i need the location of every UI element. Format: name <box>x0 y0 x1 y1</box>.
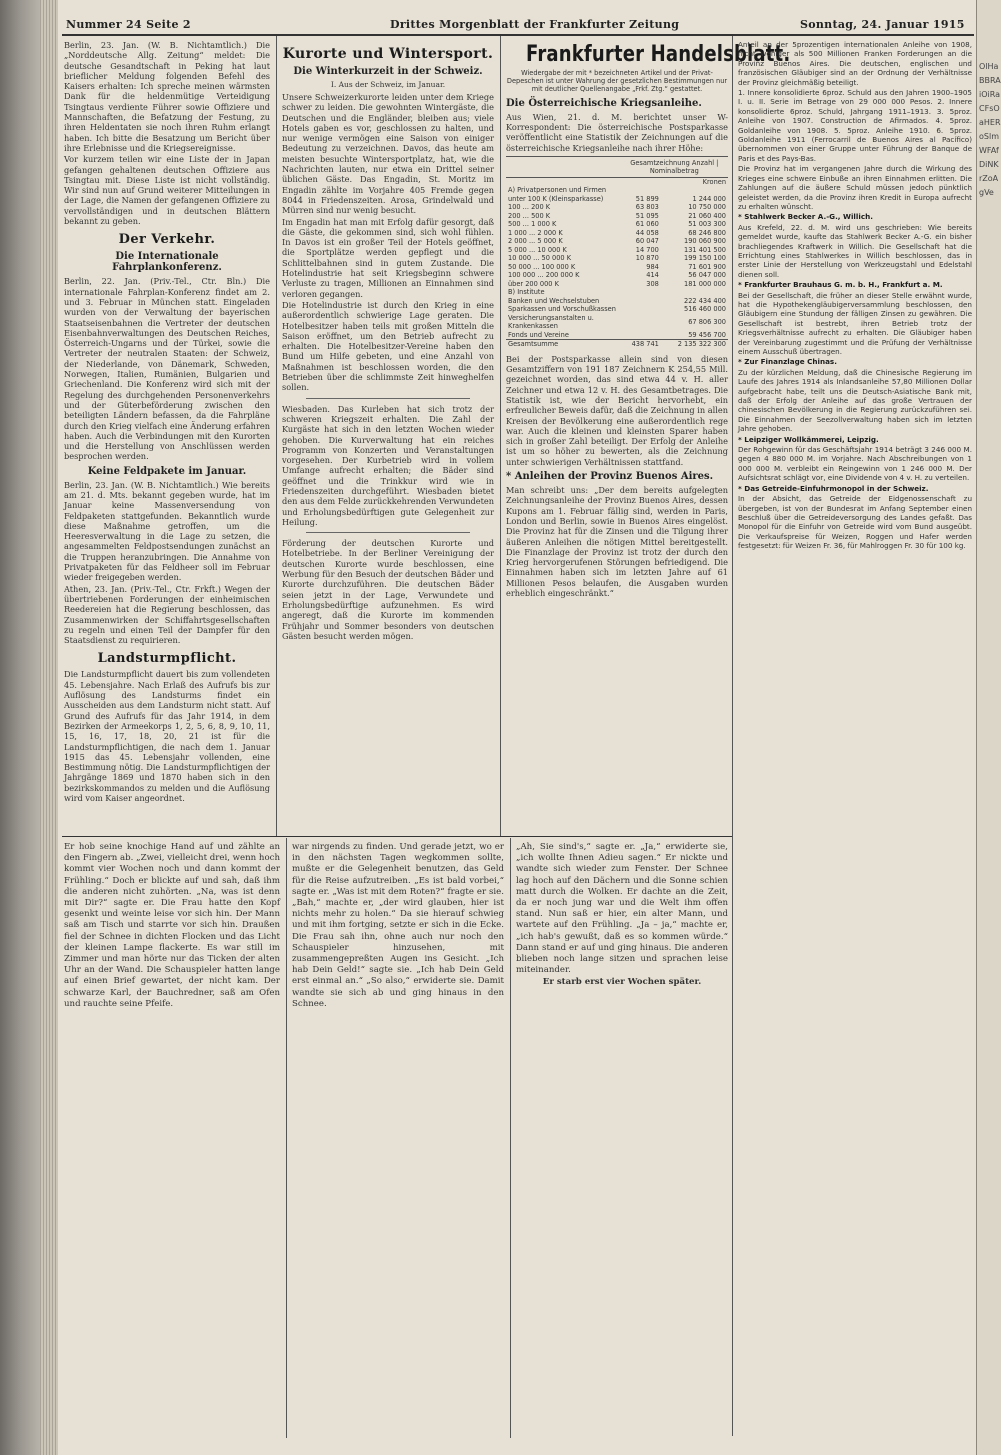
column-rule <box>286 838 287 1438</box>
article-paragraph: Der Rohgewinn für das Geschäftsjahr 1914 beträgt 3 246 000 M. gegen 4 880 000 M. im Vorjahre. Nach Abschreibungen von 1 000 000 M. verbleibt ein Reingewinn von 1 246 000 M. Der Aufsichtsrat schlägt vor, eine Dividende von 4 v. H. zu verteilen. <box>738 445 972 483</box>
next-page-edge <box>976 0 1001 1455</box>
table-cell-count: 63 803 <box>635 203 659 212</box>
table-cell-count: 61 060 <box>635 220 659 229</box>
article-paragraph: Unsere Schweizerkurorte leiden unter dem Kriege schwer zu leiden. Die gewohnten Wintergäste, die Deutschen und die Engländer, bleiben aus; viele Hotels gaben es vor, geschlossen zu halten, und nur wenige vermögen eine Saison von einiger Bedeutung zu verzeichnen. Davos, das heute am meisten besuchte Wintersportplatz, hat, wie die Nachrichten lauten, nur etwa ein Drittel seiner üblichen Gäste. Das Engadin, St. Moritz im Engadin zählte im Vorjahre 405 Fremde gegen 8044 in Friedenszeiten. Arosa, Grindelwald und Mürren sind nur wenig besucht. <box>282 92 494 216</box>
article-heading: Keine Feldpakete im Januar. <box>87 465 247 477</box>
table-cell-count: 14 700 <box>635 245 659 254</box>
article-heading: Die Internationale Fahrplankonferenz. <box>112 251 222 274</box>
table-row <box>506 195 728 204</box>
table-cell-count: 10 870 <box>635 254 659 263</box>
table-cell-label: A) Privatpersonen und Firmen <box>508 186 607 195</box>
table-row <box>506 288 728 297</box>
column-news <box>64 40 270 832</box>
column-rule <box>276 36 277 836</box>
section-heading: Kurorte und Wintersport. <box>282 46 494 62</box>
article-paragraph: Im Engadin hat man mit Erfolg dafür gesorgt, daß die Gäste, die gekommen sind, sich wohl fühlen. In Davos ist ein großer Teil der Hotels geöffnet, die Sportplätze werden gepflegt und die Schlittelbahnen sind in gutem Zustande. Die Hotelindustrie hat seit Kriegsbeginn schwere Verluste zu tragen, Millionen an Einnahmen sind verloren gegangen. <box>282 216 494 299</box>
article-paragraph: Aus Wien, 21. d. M. berichtet unser W-Korrespondent: Die österreichische Postsparkasse veröffentlicht eine Statistik der Zeichnungen auf die österreichische Kriegsanleihe nach ihrer Höhe: <box>506 111 728 153</box>
binding-edge <box>40 0 58 1455</box>
article-paragraph: In der Absicht, das Getreide der Eidgenossenschaft zu übergeben, ist von der Bundesrat im Anfang September einen Beschluß über die Getreideversorgung des Landes gefaßt. Das Monopol für die Einfuhr von Getreide wird vom Bund ausgeübt. Die Verkaufspreise für Weizen, Roggen und Hafer werden festgesetzt: für Weizen Fr. 36, für Mahlroggen Fr. 30 für 100 kg. <box>738 494 972 551</box>
table-cell-amount: 131 401 500 <box>684 245 726 254</box>
table-row <box>506 263 728 272</box>
table-row <box>506 305 728 314</box>
issue-number: Nummer 24 Seite 2 <box>66 18 191 31</box>
article-paragraph: Zu der kürzlichen Meldung, daß die Chinesische Regierung im Laufe des Jahres 1914 als Inlandsanleihe 57,80 Millionen Dollar aufgebracht habe, teilt uns die Deutsch-Asiatische Bank mit, daß der Erfolg der Anleihe auf das große Vertrauen der chinesischen Bevölkerung in die Regierung zurückzuführen sei. Die Einnahmen der Seezollverwaltung haben sich im letzten Jahre gehoben. <box>738 367 972 434</box>
article-heading: * Leipziger Wollkämmerei, Leipzig. <box>738 434 879 444</box>
table-cell-label: 100 ... 200 K <box>508 203 551 212</box>
table-cell-amount: 56 047 000 <box>688 271 726 280</box>
table-total-count: 438 741 <box>621 340 661 349</box>
header-rule <box>62 34 974 36</box>
table-row <box>506 186 728 195</box>
table-cell-label: Banken und Wechselstuben <box>508 296 600 305</box>
table-row <box>506 297 728 306</box>
issue-date: Sonntag, 24. Januar 1915 <box>800 18 965 31</box>
table-cell-amount: 59 456 700 <box>688 330 726 339</box>
story-text: „Ah, Sie sind's,“ sagte er. „Ja,“ erwiderte sie, „ich wollte Ihnen Adieu sagen.“ Er nickte und wandte sich wieder zum Fenster. Der Schnee lag hoch auf den Dächern und die Sonne schien matt durch die Wolken. Er dachte an die Zeit, da er noch jung war und die Welt ihm offen stand. Nun saß er hier, ein alter Mann, und wartete auf den Frühling. „Ja – ja,“ machte er, „ich hab's gewußt, daß es so kommen würde.“ Dann stand er auf und ging hinaus. Die anderen blieben noch lange sitzen und sprachen leise miteinander. <box>516 842 728 976</box>
table-cell-amount: 222 434 400 <box>684 296 726 305</box>
table-cell-count: 51 095 <box>635 211 659 220</box>
section-title: Frankfurter Handelsblatt. <box>525 42 791 67</box>
table-cell-count <box>621 288 661 297</box>
article-heading: * Frankfurter Brauhaus G. m. b. H., Frankfurt a. M. <box>738 280 943 290</box>
table-cell-label: 50 000 ... 100 000 K <box>508 262 576 271</box>
table-cell-count <box>621 297 661 306</box>
table-cell-label: B) Institute <box>508 288 545 297</box>
table-cell-amount: 1 244 000 <box>692 194 726 203</box>
table-cell-count: 44 058 <box>635 228 659 237</box>
table-cell-amount: 10 750 000 <box>688 203 726 212</box>
separator <box>306 398 470 399</box>
table-header: Gesamtzeichnung Anzahl | Nominalbetrag <box>621 156 728 177</box>
table-row <box>506 229 728 238</box>
table-cell-label: 10 000 ... 50 000 K <box>508 254 572 263</box>
section-heading: Der Verkehr. <box>118 232 216 248</box>
column-finance <box>738 40 972 1445</box>
article-paragraph: Förderung der deutschen Kurorte und Hotelbetriebe. In der Berliner Vereinigung der deutschen Kurorte wurde beschlossen, eine Werbung für den Besuch der deutschen Bäder und Kurorte durchzuführen. Die deutschen Bäder seien jetzt in der Lage, Verwundete und Erholungsbedürftige aufzunehmen. Es wird angeregt, daß die Kurorte im kommenden Frühjahr und Sommer besonders von deutschen Gästen besucht werden mögen. <box>282 538 494 641</box>
table-cell-amount: 516 460 000 <box>684 305 726 314</box>
table-cell-count <box>621 305 661 314</box>
table-cell-label: unter 100 K (Kleinsparkasse) <box>508 194 604 203</box>
article-paragraph: Bei der Gesellschaft, die früher an dieser Stelle erwähnt wurde, hat die Hypothekengläubigerversammlung beschlossen, den Gläubigern eine Stundung der fälligen Zinsen zu gewähren. Die Gesellschaft ist bestrebt, ihren Betrieb trotz der Kriegsverhältnisse aufrecht zu erhalten. Die Gläubiger haben der Vereinbarung zugestimmt und die Prüfung der Verhältnisse einem Ausschuß übertragen. <box>738 290 972 356</box>
table-row <box>506 246 728 255</box>
column-rule <box>510 838 511 1438</box>
article-paragraph: Athen, 23. Jan. (Priv.-Tel., Ctr. Frkft.) Wegen der übertriebenen Forderungen der einheimischen Reedereien hat die Regierung beschlossen, das Zusammenwirken der Schiffahrtsgesellschaften zu regeln und einen Teil der Dampfer für den Staatsdienst zu requirieren. <box>64 583 270 646</box>
subscription-table <box>506 156 728 349</box>
article-paragraph: Bei der Postsparkasse allein sind von diesen Gesamtziffern von 191 187 Zeichnern K 254,55 Mill. gezeichnet worden, das sind etwa 44 v. H. aller Zeichner und etwa 12 v. H. des Gesamtbetrages. Die Statistik ist, wie der Bericht hervorhebt, ein erfreulicher Beweis dafür, daß die Zeichnung in allen Kreisen der Bevölkerung eine außerordentlich rege war. Auch die kleinen und kleinsten Sparer haben sich in großer Zahl beteiligt. Der Erfolg der Anleihe ist um so höher zu bewerten, als die Zeichnung unter schwierigen Verhältnissen stattfand. <box>506 353 728 467</box>
table-row <box>506 203 728 212</box>
article-paragraph: Berlin, 23. Jan. (W. B. Nichtamtlich.) Wie bereits am 21. d. Mts. bekannt gegeben wurde, hat im Januar keine Massenversendung von Feldpaketen stattgefunden. Bekanntlich wurde diese Maßnahme getroffen, um die Heeresverwaltung in die Lage zu setzen, die angesammelten Feldpostsendungen zunächst an die Truppen heranzubringen. Die Annahme von Privatpaketen für das Feldheer soll im Februar wieder freigegeben werden. <box>64 479 270 583</box>
table-cell-amount: 68 246 800 <box>688 228 726 237</box>
table-total-amount: 2 135 322 300 <box>661 340 728 349</box>
article-paragraph: Man schreibt uns: „Der dem bereits aufgelegten Zeichnungsanleihe der Provinz Buenos Aires, dessen Kupons am 1. Februar fällig sind, werden in Paris, London und Berlin, sowie in Buenos Aires eingelöst. Die Provinz hat für die Zinsen und die Tilgung ihrer äußeren Anleihen die nötigen Mittel bereitgestellt. Die Finanzlage der Provinz ist trotz der durch den Krieg hervorgerufenen Störungen befriedigend. Die Einnahmen haben sich im letzten Jahre auf 61 Millionen Pesos belaufen, die Ausgaben wurden erheblich eingeschränkt.“ <box>506 485 728 599</box>
article-heading: Die Österreichische Kriegsanleihe. <box>506 97 702 109</box>
table-cell-amount: 21 060 400 <box>688 211 726 220</box>
article-heading: * Stahlwerk Becker A.-G., Willich. <box>738 212 873 222</box>
table-cell-amount <box>661 186 728 195</box>
reprint-note: Wiedergabe der mit * bezeichneten Artikel und der Privat-Depeschen ist unter Wahrung der gesetzlichen Bestimmungen nur mit deutlicher Quellenangabe „Frkf. Ztg.“ gestattet. <box>506 69 728 94</box>
table-cell-label: 5 000 ... 10 000 K <box>508 245 567 254</box>
column-rule <box>500 36 501 836</box>
story-text: Er hob seine knochige Hand auf und zählte an den Fingern ab. „Zwei, vielleicht drei, wenn hoch kommt vier Wochen noch und dann kommt der Frühling.“ Doch er blickte auf und sah, daß ihm die anderen nicht zuhörten. „Na, was ist denn mit Dir?“ sagte er. Die Frau hatte den Kopf gesenkt und weinte leise vor sich hin. Der Mann saß am Tisch und starrte vor sich hin. Draußen fiel der Schnee in dichten Flocken und das Licht der kleinen Lampe flackerte. Es war still im Zimmer und man hörte nur das Ticken der alten Uhr an der Wand. Die Schauspieler hatten lange auf einen Brief gewartet, der nicht kam. Der schwarze Karl, der Bauchredner, saß am Ofen und rauchte seine Pfeife. <box>64 842 280 1009</box>
story-text: war nirgends zu finden. Und gerade jetzt, wo er in den nächsten Tagen wegkommen sollte, mußte er die Gelegenheit benutzen, das Geld für die Reise aufzutreiben. „Es ist bald vorbei,“ sagte er. „Was ist mit dem Roten?“ fragte er sie. „Bah,“ machte er, „der wird glauben, hier ist nichts mehr zu holen.“ Da sie hierauf schwieg und mit ihm fortging, setzte er sich in die Ecke. Die Frau sah ihn, ohne auch nur noch den Schauspieler hinzusehen, mit zusammengepreßten Augen ins Gesicht. „Ich hab Dein Geld!“ sagte sie. „Ich hab Dein Geld erst einmal an.“ „So also,“ erwiderte sie. Damit wandte sie sich ab und ging hinaus in den Schnee. <box>292 842 504 1009</box>
article-heading: Die Winterkurzeit in der Schweiz. <box>293 66 483 77</box>
table-cell-count: 51 899 <box>635 194 659 203</box>
feuilleton-column <box>292 842 504 1442</box>
table-row <box>506 220 728 229</box>
table-cell-amount: 71 601 900 <box>688 262 726 271</box>
table-cell-label: 500 ... 1 000 K <box>508 220 557 229</box>
table-cell-label: 100 000 ... 200 000 K <box>508 271 580 280</box>
table-cell-count: 60 047 <box>635 237 659 246</box>
column-rule <box>732 36 733 1436</box>
article-heading: * Das Getreide-Einfuhrmonopol in der Schweiz. <box>738 483 929 493</box>
table-cell-amount <box>661 288 728 297</box>
table-cell-amount: 199 150 100 <box>684 254 726 263</box>
article-paragraph: Wiesbaden. Das Kurleben hat sich trotz der schweren Kriegszeit erhalten. Die Zahl der Kurgäste hat sich in den letzten Wochen wieder gehoben. Die Kurverwaltung hat ein reiches Programm von Konzerten und Veranstaltungen vorgesehen. Der Kurbetrieb wird in vollem Umfange aufrecht erhalten; die Bäder sind geöffnet und die Trinkkur wird wie in Friedenszeiten durchgeführt. Wiesbaden bietet den aus dem Felde zurückkehrenden Verwundeten und Erholungsbedürftigen gute Gelegenheit zur Heilung. <box>282 403 494 527</box>
table-cell-count: 308 <box>646 279 659 288</box>
separator <box>306 532 470 533</box>
table-cell-label: 2 000 ... 5 000 K <box>508 237 563 246</box>
article-heading: * Zur Finanzlage Chinas. <box>738 357 837 367</box>
article-paragraph: Die Landsturmpflicht dauert bis zum vollendeten 45. Lebensjahre. Nach Erlaß des Aufrufs bis zur Auflösung des Landsturms findet ein Ausscheiden aus dem Landsturm nicht statt. Auf Grund des Aufrufs für das Jahr 1914, in dem Bezirken der Armeekorps 1, 2, 5, 6, 8, 9, 10, 11, 15, 16, 17, 18, 20, 21 ist für die Landsturmpflichtigen, die nach dem 1. Januar 1915 das 45. Lebensjahr vollenden, eine Bestimmung nötig. Die Landsturmpflichtigen der Jahrgänge 1869 und 1870 haben sich in den bezirkskommandos zu melden und die Auflösung wird vom Kaiser angeordnet. <box>64 669 270 803</box>
table-row <box>506 254 728 263</box>
masthead-title: Drittes Morgenblatt der Frankfurter Zeitung <box>390 18 680 31</box>
table-cell-count <box>621 186 661 195</box>
table-row <box>506 271 728 280</box>
table-cell-count: 984 <box>646 262 659 271</box>
feuilleton-rule <box>62 836 732 837</box>
table-cell-label: 1 000 ... 2 000 K <box>508 228 563 237</box>
column-kurorte <box>282 40 494 832</box>
table-cell-label: 200 ... 500 K <box>508 211 551 220</box>
table-unit: Kronen <box>702 177 726 186</box>
article-paragraph: Die Provinz hat im vergangenen Jahre durch die Wirkung des Krieges eine schwere Einbuße an ihren Einnahmen erlitten. Die Zahlungen auf die äußere Schuld müssen jedoch pünktlich geleistet werden, da die Provinz ihren Kredit in Europa aufrecht zu erhalten wünscht. <box>738 164 972 211</box>
article-paragraph: Berlin, 23. Jan. (W. B. Nichtamtlich.) Die „Norddeutsche Allg. Zeitung“ meldet: Die deutsche Gesandtschaft in Peking hat laut brieflicher Meldung folgenden Befehl des Kaisers erhalten: Ich spreche meinen wärmsten Dank für die heldenmütige Verteidigung Tsingtaus verdiente Führer sowie Offiziere und Mannschaften, die Befatzung der Festung, zu ihren Heldentaten sie noch ihren Ruhm erlangt haben. Ich bitte die Besatzung um Bericht über ihre Erlebnisse und die Kriegsereignisse. <box>64 40 270 153</box>
article-paragraph: 1. Innere konsolidierte 6proz. Schuld aus den Jahren 1900–1905 I. u. II. Serie im Betrage von 29 000 000 Pesos. 2. Innere konsolidierte 6proz. Schuld, Jahrgang 1911–1913. 3. 5proz. Anleihe von 1907. Construction de Afirmados. 4. 5proz. Goldanleihe von 1908. 5. 5proz. Anleihe 1910. 6. 5proz. Goldanleihe 1911 (Ferrocarril de Buenos Aires al Pacífico) übernommen von einer Gruppe unter Führung der Banque de Paris et des Pays-Bas. <box>738 88 972 163</box>
table-cell-count <box>621 314 661 331</box>
article-paragraph: Die Hotelindustrie ist durch den Krieg in eine außerordentlich schwierige Lage geraten. Die Hotelbesitzer haben teils mit großen Mitteln die Saison eröffnet, um den Betrieb aufrecht zu erhalten. Die Hotelbesitzer-Vereine haben den Bund um Hilfe gebeten, und eine Anzahl von Maßnahmen ist beschlossen worden, die den Betrieben über die schlimmste Zeit hinweghelfen sollen. <box>282 299 494 393</box>
table-cell-count: 414 <box>646 271 659 280</box>
table-cell-label: Fonds und Vereine <box>508 330 569 339</box>
article-paragraph: Berlin, 22. Jan. (Priv.-Tel., Ctr. Bln.) Die internationale Fahrplan-Konferenz findet am 2. und 3. Februar in München statt. Eingeladen wurden von der Verwaltung der bayerischen Staatseisenbahnen die Vertreter der deutschen Eisenbahnverwaltungen des Deutschen Reiches, Österreich-Ungarns und der Türkei, sowie die Vertreter der neutralen Staaten: der Schweiz, der Niederlande, von Dänemark, Schweden, Norwegen, Italien, Rumänien, Bulgarien und Griechenland. Die Konferenz wird sich mit der Regelung des durchgehenden Personenverkehrs und der Güterbeförderung zwischen den beteiligten Ländern befassen, da die Fahrpläne durch den Krieg vielfach eine Änderung erfahren haben. Auch die Verbindungen mit den Kurorten und die Herstellung von Anschlüssen werden besprochen werden. <box>64 276 270 462</box>
table-row <box>506 237 728 246</box>
article-heading: * Anleihen der Provinz Buenos Aires. <box>506 471 714 483</box>
table-cell-label: Versicherungsanstalten u. Krankenkassen <box>508 313 594 331</box>
table-row <box>506 280 728 289</box>
article-paragraph: Aus Krefeld, 22. d. M. wird uns geschrieben: Wie bereits gemeldet wurde, kaufte das Stahlwerk Becker A.-G. ein bisher brachliegendes Kraftwerk in Willich. Die Gesellschaft hat die Errichtung eines Stahlwerkes in Willich beschlossen, das in erster Linie der Herstellung von Werkzeugstahl und Edelstahl dienen soll. <box>738 222 972 279</box>
article-paragraph: Vor kurzem teilen wir eine Liste der in Japan gefangen gehaltenen deutschen Offiziere aus Tsingtau mit. Diese Liste ist nicht vollständig. Wir sind nun auf Grund weiterer Mitteilungen in der Lage, die Namen der gefangenen Offiziere zu vervollständigen und in deutschen Blättern bekannt zu geben. <box>64 154 270 227</box>
table-cell-label: Sparkassen und Vorschußkassen <box>508 305 616 314</box>
section-heading: Landsturmpflicht. <box>97 651 237 667</box>
table-cell-amount: 67 806 300 <box>688 318 726 327</box>
next-page-text: OlHaBBRAiOiRaCFsOaHERoSlmWFAfDiNKrZoAgVe <box>979 62 1001 197</box>
article-paragraph: Anteil an der 5prozentigen internationalen Anleihe von 1908, nicht weniger als 500 Millionen Franken Forderungen an die Provinz Buenos Aires. Die deutschen, englischen und französischen Gläubiger sind an der Ordnung der Verhältnisse der Provinz gleichmäßig beteiligt. <box>738 40 972 87</box>
story-ending: Er starb erst vier Wochen später. <box>542 977 702 988</box>
feuilleton-column <box>64 842 280 1442</box>
table-cell-amount: 181 000 000 <box>684 279 726 288</box>
table-cell-amount: 190 060 900 <box>684 237 726 246</box>
table-header <box>506 156 621 177</box>
table-row <box>506 314 728 331</box>
table-total-label: Gesamtsumme <box>506 340 621 349</box>
table-row <box>506 331 728 340</box>
table-cell-amount: 51 003 300 <box>688 220 726 229</box>
table-row <box>506 212 728 221</box>
table-cell-label: über 200 000 K <box>508 279 559 288</box>
feuilleton-column <box>516 842 728 1442</box>
byline: I. Aus der Schweiz, im Januar. <box>330 80 446 89</box>
table-cell-count <box>621 331 661 340</box>
